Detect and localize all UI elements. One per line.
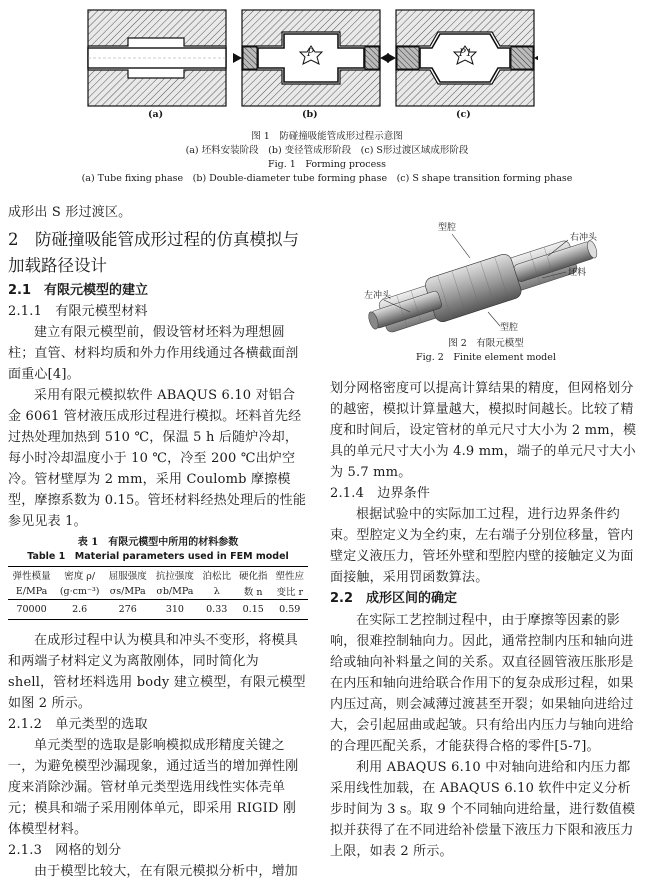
- header-cell: λ: [213, 585, 220, 597]
- paragraph-assumptions: 建立有限元模型前，假设管材坯料为理想圆柱；直管、材料均质和外力作用线通过各横截面剖面重心[4]。: [8, 325, 299, 382]
- panel-label-a: (a): [148, 109, 164, 120]
- figure-2-caption: [326, 337, 646, 365]
- table-cell: 70000: [8, 600, 55, 620]
- section-2-heading-line2: 加载路径设计: [8, 256, 107, 275]
- paragraph-loading: 利用 ABAQUS 6.10 中对轴向进给和内压力都采用线性加载，在 ABAQUS 6.10 软件中定义分析步时间为 3 s。取 9 个不同轴向进给量，进行数值模拟并获得了在不同进给补偿量下液压力下限和液压力上限，如表 2 所示。: [330, 760, 636, 859]
- header-cell: 塑性应: [271, 567, 308, 584]
- paragraph-boundary: 根据试验中的实际加工过程，进行边界条件约束。型腔定义为全约束，左右端子分别位移量，管内壁定义液压力，管坯外壁和型腔内壁的接触定义为面面接触，采用罚函数算法。: [330, 507, 634, 585]
- table-cell: 0.15: [235, 600, 271, 620]
- pressure-label-p1: P1: [459, 48, 473, 59]
- table-row: [8, 600, 308, 620]
- header-cell: 变比 r: [276, 587, 303, 598]
- header-cell: (g·cm⁻³): [59, 585, 100, 597]
- paragraph-forming-range: 在实际工艺控制过程中，由于摩擦等因素的影响，很难控制轴向力。因此，通常控制内压和轴向进给或轴向补料量之间的关系。双直径圆管液压胀形是在内压和轴向进给联合作用下的复杂成形过程，如果内压过高，则会减薄过渡甚至开裂；如果轴向进给过大，会引起屈曲或起皱。只有给出内压力与轴向进给的合理匹配关系，才能获得合格的零件[5-7]。: [330, 613, 634, 754]
- figure-1-caption-cn-parts: (a) 坯料安装阶段 (b) 变径管成形阶段 (c) S形过渡区域成形阶段: [185, 145, 469, 156]
- material-table: [8, 566, 308, 620]
- table-cell: 310: [151, 600, 198, 620]
- label-die-bottom: 型腔: [500, 323, 519, 333]
- paragraph-material: 采用有限元模拟软件 ABAQUS 6.10 对铝合金 6061 管材液压成形过程进行模拟。坯料首先经过热处理加热到 510 ℃，保温 5 h 后随炉冷却，每小时冷却温度小于 10 ℃，冷至 200 ℃出炉空冷。管材壁厚为 2 mm，采用 Coulomb 摩擦模型，摩擦系数为 0.15。管坯材料经热处理后的性能参见见表 1。: [8, 388, 307, 529]
- figure-2-caption-cn: 图 2 有限元模型: [448, 338, 524, 349]
- header-cell: 密度 ρ/: [55, 567, 104, 584]
- paragraph-mesh-start: 由于模型比较大，在有限元模拟分析中，增加: [34, 864, 299, 879]
- header-cell: σs/MPa: [109, 585, 146, 597]
- header-cell: 数 n: [243, 587, 263, 598]
- table-header-row-2: [8, 583, 308, 600]
- panel-a-diagram: [88, 10, 226, 106]
- table-1: [8, 536, 308, 620]
- pressure-label-p: P: [307, 48, 314, 59]
- figure-1-drawing: [86, 8, 538, 124]
- paragraph-mesh-continued: 划分网格密度可以提高计算结果的精度，但网格划分的越密，模拟计算量越大，模拟时间越长。比较了精度和时间后，设定管材的单元尺寸大小为 2 mm，模具的单元尺寸大小为 4.9 mm，端子的单元尺寸大小为 5.7 mm。: [330, 381, 637, 480]
- label-left-punch: 左冲头: [364, 291, 392, 301]
- paragraph-element-type: 单元类型的选取是影响模拟成形精度关键之一，为避免模型沙漏现象，通过适当的增加弹性刚度来消除沙漏。管材单元类型选用线性实体壳单元；模具和端子采用刚体单元，即采用 RIGID 刚体模型材料。: [8, 738, 299, 837]
- panel-label-b: (b): [302, 109, 318, 120]
- section-2-1-2-heading: 2.1.2 单元类型的选取: [8, 717, 148, 732]
- label-blank: 坯料: [568, 268, 587, 278]
- figure-1-caption-en-title: Fig. 1 Forming process: [268, 159, 386, 170]
- header-cell: 弹性模量: [8, 567, 55, 584]
- figure-1: [86, 8, 538, 124]
- section-2-heading-line1: 2 防碰撞吸能管成形过程的仿真模拟与: [8, 230, 299, 249]
- section-2-heading: [8, 227, 308, 279]
- table-cell: 2.6: [55, 600, 104, 620]
- left-column: [8, 202, 308, 882]
- intro-line: 成形出 S 形过渡区。: [8, 205, 132, 220]
- table-cell: 0.33: [198, 600, 234, 620]
- section-2-1-4-heading: 2.1.4 边界条件: [330, 486, 431, 501]
- table-1-title-en: Table 1 Material parameters used in FEM model: [27, 551, 289, 562]
- header-cell: 硬化指: [235, 567, 271, 584]
- section-2-1-heading: 2.1 有限元模型的建立: [8, 283, 149, 298]
- section-2-1-1-heading: 2.1.1 有限元模型材料: [8, 304, 148, 319]
- figure-1-caption: [20, 130, 634, 186]
- paragraph-rigid-body: 在成形过程中认为模具和冲头不变形，将模具和两端子材料定义为离散刚体，同时简化为 shell，管材坯料选用 body 建立模型，有限元模型如图 2 所示。: [8, 633, 306, 711]
- header-cell: E/MPa: [15, 585, 48, 597]
- figure-2-caption-en: Fig. 2 Finite element model: [416, 352, 556, 363]
- header-cell: 抗拉强度: [151, 567, 198, 584]
- section-2-1-3-heading: 2.1.3 网格的划分: [8, 843, 122, 858]
- table-cell: 276: [104, 600, 151, 620]
- figure-2: [340, 216, 640, 346]
- header-cell: 泊松比: [198, 567, 234, 584]
- label-die-top: 型腔: [438, 223, 457, 233]
- section-2-2-heading: 2.2 成形区间的确定: [330, 591, 458, 606]
- table-header-row-1: [8, 567, 308, 584]
- table-cell: 0.59: [271, 600, 308, 620]
- header-cell: σb/MPa: [156, 585, 194, 597]
- right-column: [330, 378, 640, 862]
- label-right-punch: 右冲头: [570, 233, 598, 243]
- table-1-title-cn: 表 1 有限元模型中所用的材料参数: [77, 537, 239, 548]
- figure-1-caption-cn-title: 图 1 防碰撞吸能管成形过程示意图: [251, 131, 403, 142]
- panel-label-c: (c): [456, 109, 471, 120]
- figure-1-caption-en-parts: (a) Tube fixing phase (b) Double-diameter tube forming phase (c) S shape transition forming phase: [81, 173, 573, 184]
- header-cell: 屈服强度: [104, 567, 151, 584]
